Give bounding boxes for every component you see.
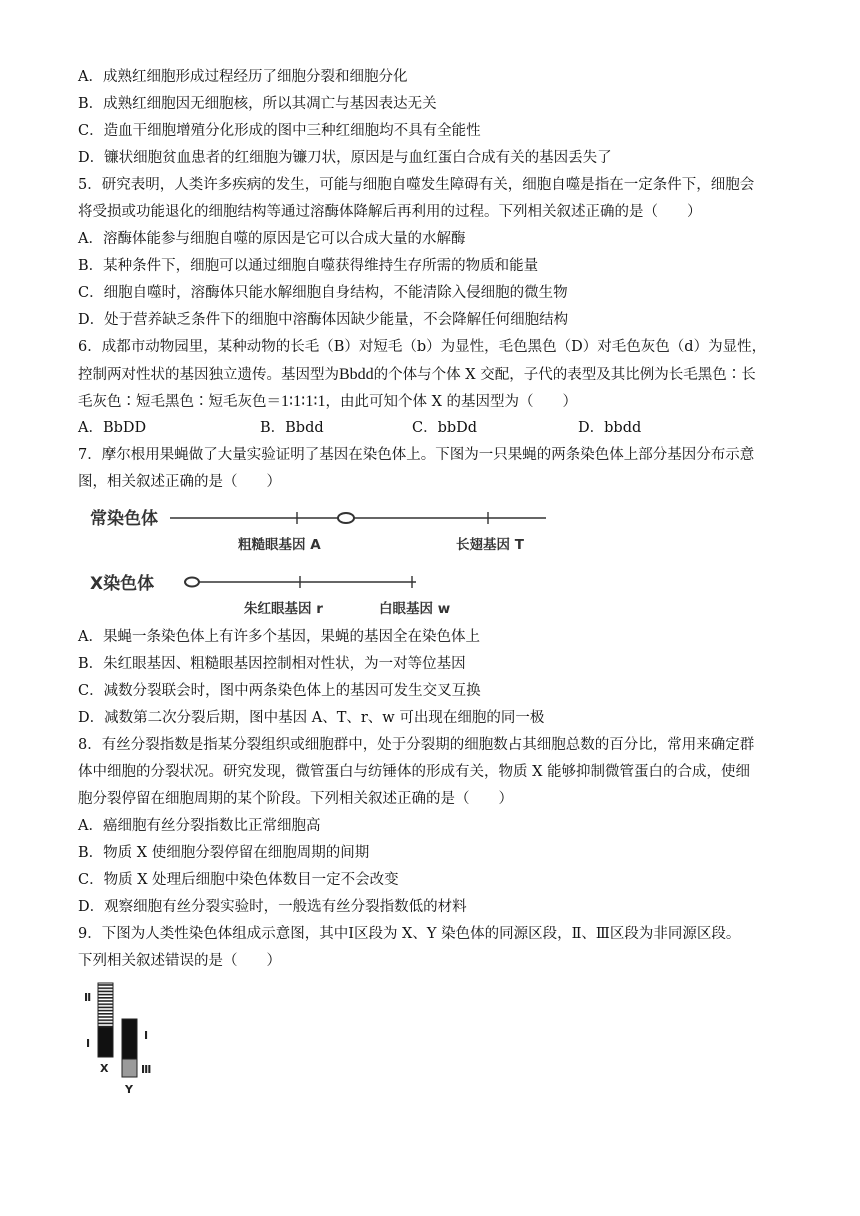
q5-option-b: B．某种条件下，细胞可以通过细胞自噬获得维持生存所需的物质和能量 [78,258,539,274]
y-region-I [122,1019,137,1059]
q4-option-a: A．成熟红细胞形成过程经历了细胞分裂和细胞分化 [78,69,408,85]
label-y: Y [125,1083,133,1096]
q8-option-c: C．物质 X 处理后细胞中染色体数目一定不会改变 [78,872,399,888]
q6-ratio: 1∶1∶1∶1 [281,393,326,410]
x-region-II [98,983,113,1027]
label-region-II: Ⅱ [84,991,92,1004]
q6-options [78,415,798,442]
q7-option-c: C．减数分裂联会时，图中两条染色体上的基因可发生交叉互换 [78,683,481,699]
q5-option-a: A．溶酶体能参与细胞自噬的原因是它可以合成大量的水解酶 [78,231,466,247]
q4-option-d: D．镰状细胞贫血患者的红细胞为镰刀状，原因是与血红蛋白合成有关的基因丢失了 [78,150,612,166]
q7-option-b: B．朱红眼基因、粗糙眼基因控制相对性状，为一对等位基因 [78,656,466,672]
q7-option-d: D．减数第二次分裂后期，图中基因 A、T、r、w 可出现在细胞的同一极 [78,710,545,726]
q5-stem-line1: 5．研究表明，人类许多疾病的发生，可能与细胞自噬发生障碍有关，细胞自噬是指在一定条件下，细胞会 [78,177,755,193]
label-x: X [100,1062,109,1075]
q8-stem-line3: 胞分裂停留在细胞周期的某个阶段。下列相关叙述正确的是（ ） [78,791,513,807]
sex-chromosome-figure [80,981,170,1099]
gene-t-label: 长翅基因 T [456,537,524,553]
q8-option-d: D．观察细胞有丝分裂实验时，一般选有丝分裂指数低的材料 [78,899,467,915]
q6-stem-line3-post: ，由此可知个体 X 的基因型为（ ） [325,394,578,410]
q5-option-c: C．细胞自噬时，溶酶体只能水解细胞自身结构，不能清除入侵细胞的微生物 [78,285,568,301]
chromosome-gene-figure [86,502,556,620]
autosome-centromere [338,513,354,523]
q6-genotype: Bbdd [339,366,374,383]
y-region-III [122,1059,137,1077]
q7-option-a: A．果蝇一条染色体上有许多个基因，果蝇的基因全在染色体上 [78,629,480,645]
q4-option-b: B．成熟红细胞因无细胞核，所以其凋亡与基因表达无关 [78,96,437,112]
q6-option-a: A．BbDD [78,420,147,436]
q6-option-d: D．bbdd [578,420,642,436]
q9-stem-line2: 下列相关叙述错误的是（ ） [78,953,281,969]
q7-stem-line1: 7．摩尔根用果蝇做了大量实验证明了基因在染色体上。下图为一只果蝇的两条染色体上部分基因分布示意 [78,447,755,463]
q7-stem-line2: 图，相关叙述正确的是（ ） [78,474,281,490]
q8-stem-line2: 体中细胞的分裂状况。研究发现，微管蛋白与纺锤体的形成有关，物质 X 能够抑制微管蛋白的合成，使细 [78,764,751,780]
q6-option-b: B．Bbdd [260,420,324,436]
q8-stem-line1: 8．有丝分裂指数是指某分裂组织或细胞群中，处于分裂期的细胞数占其细胞总数的百分比，常用来确定群 [78,737,755,753]
label-region-I-x: Ⅰ [86,1037,91,1050]
q6-option-c: C．bbDd [412,420,478,436]
exam-page [78,64,798,1099]
x-centromere [185,578,199,587]
q6-stem-line2 [78,361,798,388]
q5-option-d: D．处于营养缺乏条件下的细胞中溶酶体因缺少能量，不会降解任何细胞结构 [78,312,569,328]
q6-stem-line2-pre: 控制两对性状的基因独立遗传。基因型为 [78,367,339,383]
q4-option-c: C．造血干细胞增殖分化形成的图中三种红细胞均不具有全能性 [78,123,481,139]
gene-a-label: 粗糙眼基因 A [238,537,321,553]
q8-option-a: A．癌细胞有丝分裂指数比正常细胞高 [78,818,321,834]
x-chromosome-label: X染色体 [90,574,155,594]
label-region-III: Ⅲ [141,1063,152,1076]
q6-stem-line1: 6．成都市动物园里，某种动物的长毛（B）对短毛（b）为显性，毛色黑色（D）对毛色灰色（d）为显性， [78,339,767,355]
x-region-I [98,1027,113,1057]
autosome-label: 常染色体 [90,509,158,529]
gene-r-label: 朱红眼基因 r [244,601,323,617]
label-region-I-y: Ⅰ [144,1029,149,1042]
q6-stem-line3 [78,388,798,415]
q5-stem-line2: 将受损或功能退化的细胞结构等通过溶酶体降解后再利用的过程。下列相关叙述正确的是（ ） [78,204,702,220]
q8-option-b: B．物质 X 使细胞分裂停留在细胞周期的间期 [78,845,370,861]
q6-stem-line3-pre: 毛灰色∶短毛黑色∶短毛灰色＝ [78,394,281,410]
q9-stem-line1: 9．下图为人类性染色体组成示意图，其中Ⅰ区段为 X、Y 染色体的同源区段，Ⅱ、Ⅲ区段为非同源区段。 [78,926,741,942]
q6-stem-line2-post: 的个体与个体 X 交配，子代的表型及其比例为长毛黑色∶长 [373,367,756,383]
gene-w-label: 白眼基因 w [379,601,451,617]
